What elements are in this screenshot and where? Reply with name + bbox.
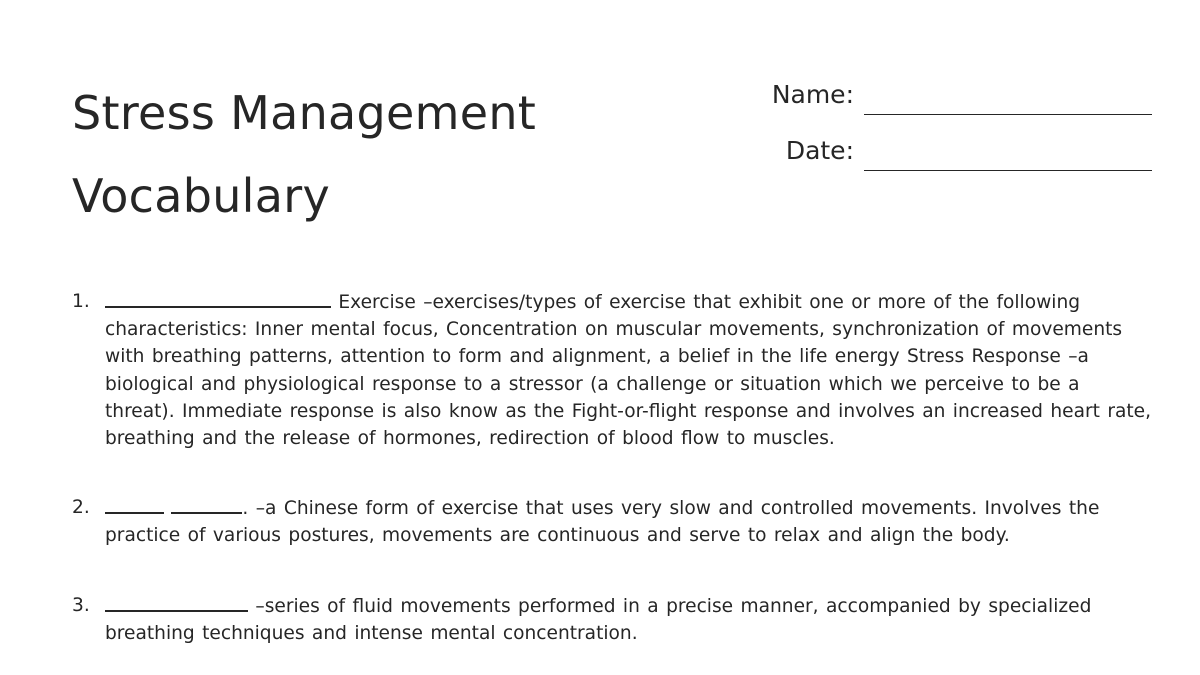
name-field[interactable] [864,114,1152,115]
answer-blank[interactable] [105,592,248,612]
item-text: Exercise –exercises/types of exercise that exhibit one or more of the following characteristics: Inner mental focus, Concentration on muscular movements, synchronization of movements with breathing patterns, attention to form and alignment, a belief in the life energy Stress Response –a biological and physiological response to a stressor (a challenge or situation which we perceive to be a threat). Immediate response is also know as the Fight-or-flight response and involves an increased heart rate, breathing and the release of hormones, redirection of blood flow to muscles. [105,292,1152,450]
item-number: 2. [72,497,90,519]
answer-blank[interactable] [171,494,242,514]
list-item [72,592,1152,647]
item-number: 3. [72,594,90,616]
title-line-1: Stress Management [72,86,537,140]
date-field[interactable] [864,170,1152,171]
title-line-2: Vocabulary [72,169,330,223]
answer-blank[interactable] [105,494,164,514]
answer-blank[interactable] [105,288,331,308]
page-title [72,72,536,238]
vocabulary-list [72,288,1152,647]
header-fields [690,78,1160,190]
item-number: 1. [72,291,90,312]
item-text: –series of fluid movements performed in a precise manner, accompanied by specialized breathing techniques and intense mental concentration. [105,595,1092,644]
list-item [72,288,1152,452]
name-field-row [690,78,1160,134]
name-label: Name: [771,80,854,109]
date-label: Date: [785,136,854,165]
item-text: . –a Chinese form of exercise that uses very slow and controlled movements. Involves the practice of various postures, movements are continuous and serve to relax and align the body. [105,498,1100,547]
date-field-row [690,134,1160,190]
list-item [72,494,1152,549]
